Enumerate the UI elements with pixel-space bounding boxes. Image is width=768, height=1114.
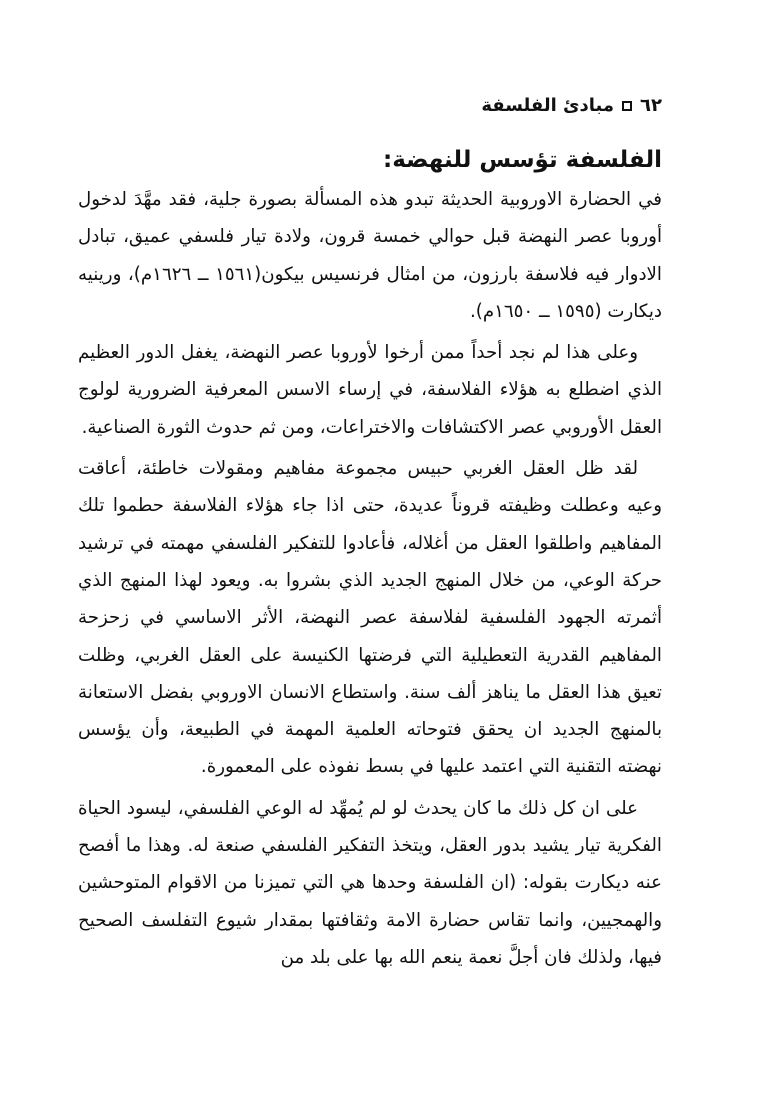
paragraph: في الحضارة الاوروبية الحديثة تبدو هذه المسألة بصورة جلية، فقد مهَّدَ لدخول أوروبا عصر النهضة قبل حوالي خمسة قرون، ولادة تيار فلسفي عميق، تبادل الادوار فيه فلاسفة بارزون، من امثال فرنسيس بيكون(١٥٦١ ــ ١٦٢٦م)، ورينيه ديكارت (١٥٩٥ ــ ١٦٥٠م). (78, 189, 662, 322)
page-number: ٦٢ (640, 95, 662, 116)
paragraph: على ان كل ذلك ما كان يحدث لو لم يُمهِّد له الوعي الفلسفي، ليسود الحياة الفكرية تيار يشيد بدور العقل، ويتخذ التفكير الفلسفي صنعة له. وهذا ما أفصح عنه ديكارت بقوله: (ان الفلسفة وحدها هي التي تميزنا من الاقوام المتوحشين والهمجيين، وانما تقاس حضارة الامة وثقافتها بمقدار شيوع التفلسف الصحيح فيها، ولذلك فان أجلَّ نعمة ينعم الله بها على بلد من (78, 797, 662, 968)
paragraph: وعلى هذا لم نجد أحداً ممن أرخوا لأوروبا عصر النهضة، يغفل الدور العظيم الذي اضطلع به هؤلاء الفلاسفة، في إرساء الاسس المعرفية الضرورية لولوج العقل الأوروبي عصر الاكتشافات والاختراعات، ومن ثم حدوث الثورة الصناعية. (78, 342, 662, 438)
paragraph: لقد ظل العقل الغربي حبيس مجموعة مفاهيم ومقولات خاطئة، أعاقت وعيه وعطلت وظيفته قروناً عديدة، حتى اذا جاء هؤلاء الفلاسفة حطموا تلك المفاهيم واطلقوا العقل من أغلاله، فأعادوا للتفكير الفلسفي مهمته في ترشيد حركة الوعي، من خلال المنهج الجديد الذي بشروا به. ويعود لهذا المنهج الذي أثمرته الجهود الفلسفية لفلاسفة عصر النهضة، الأثر الاساسي في زحزحة المفاهيم القدرية التعطيلية التي فرضتها الكنيسة على العقل الغربي، وظلت تعيق هذا العقل ما يناهز ألف سنة. واستطاع الانسان الاوروبي بفضل الاستعانة بالمنهج الجديد ان يحقق فتوحاته العلمية المهمة في الطبيعة، وأن يؤسس نهضته التقنية التي اعتمد عليها في بسط نفوذه على المعمورة. (78, 458, 662, 778)
section-heading: الفلسفة تؤسس للنهضة: (383, 147, 662, 173)
running-header (78, 92, 662, 120)
square-bullet-icon (622, 101, 632, 111)
book-title: مبادئ الفلسفة (481, 95, 615, 116)
